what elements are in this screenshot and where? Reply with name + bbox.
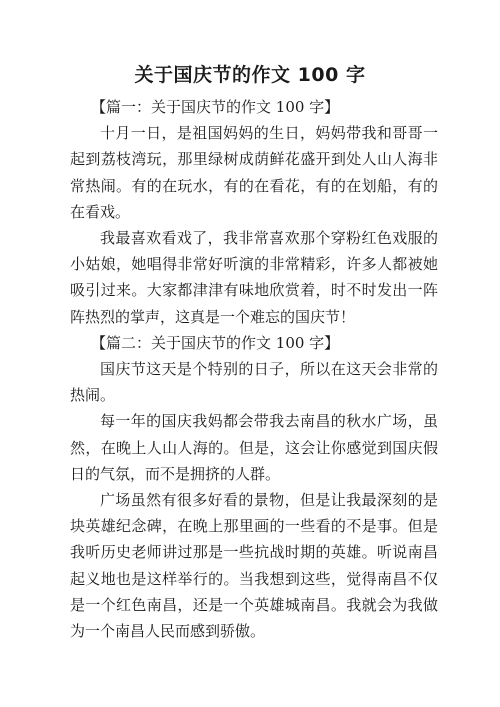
document-body <box>70 94 438 644</box>
paragraph: 广场虽然有很多好看的景物，但是让我最深刻的是块英雄纪念碑，在晚上那里画的一些看的不是事。但是我听历史老师讲过那是一些抗战时期的英雄。听说南昌起义地也是这样举行的。当我想到这些，觉得南昌不仅是一个红色南昌，还是一个英雄城南昌。我就会为我做为一个南昌人民而感到骄傲。 <box>70 491 438 641</box>
paragraph: 我最喜欢看戏了，我非常喜欢那个穿粉红色戏服的小姑娘，她唱得非常好听演的非常精彩，许多人都被她吸引过来。大家都津津有味地欣赏着，时不时发出一阵阵热烈的掌声，这真是一个难忘的国庆节！ <box>70 229 438 326</box>
paragraph: 国庆节这天是个特别的日子，所以在这天会非常的热闹。 <box>70 360 438 405</box>
section-heading-1: 【篇一：关于国庆节的作文 100 字】 <box>91 98 340 116</box>
paragraph: 十月一日，是祖国妈妈的生日，妈妈带我和哥哥一起到荔枝湾玩，那里绿树成荫鲜花盛开到处人山人海非常热闹。有的在玩水，有的在看花，有的在划船，有的在看戏。 <box>70 124 438 221</box>
paragraph: 每一年的国庆我妈都会带我去南昌的秋水广场，虽然，在晚上人山人海的。但是，这会让你感觉到国庆假日的气氛，而不是拥挤的人群。 <box>70 412 438 483</box>
section-heading-2: 【篇二：关于国庆节的作文 100 字】 <box>91 333 340 352</box>
document-title: 关于国庆节的作文 100 字 <box>134 64 366 86</box>
